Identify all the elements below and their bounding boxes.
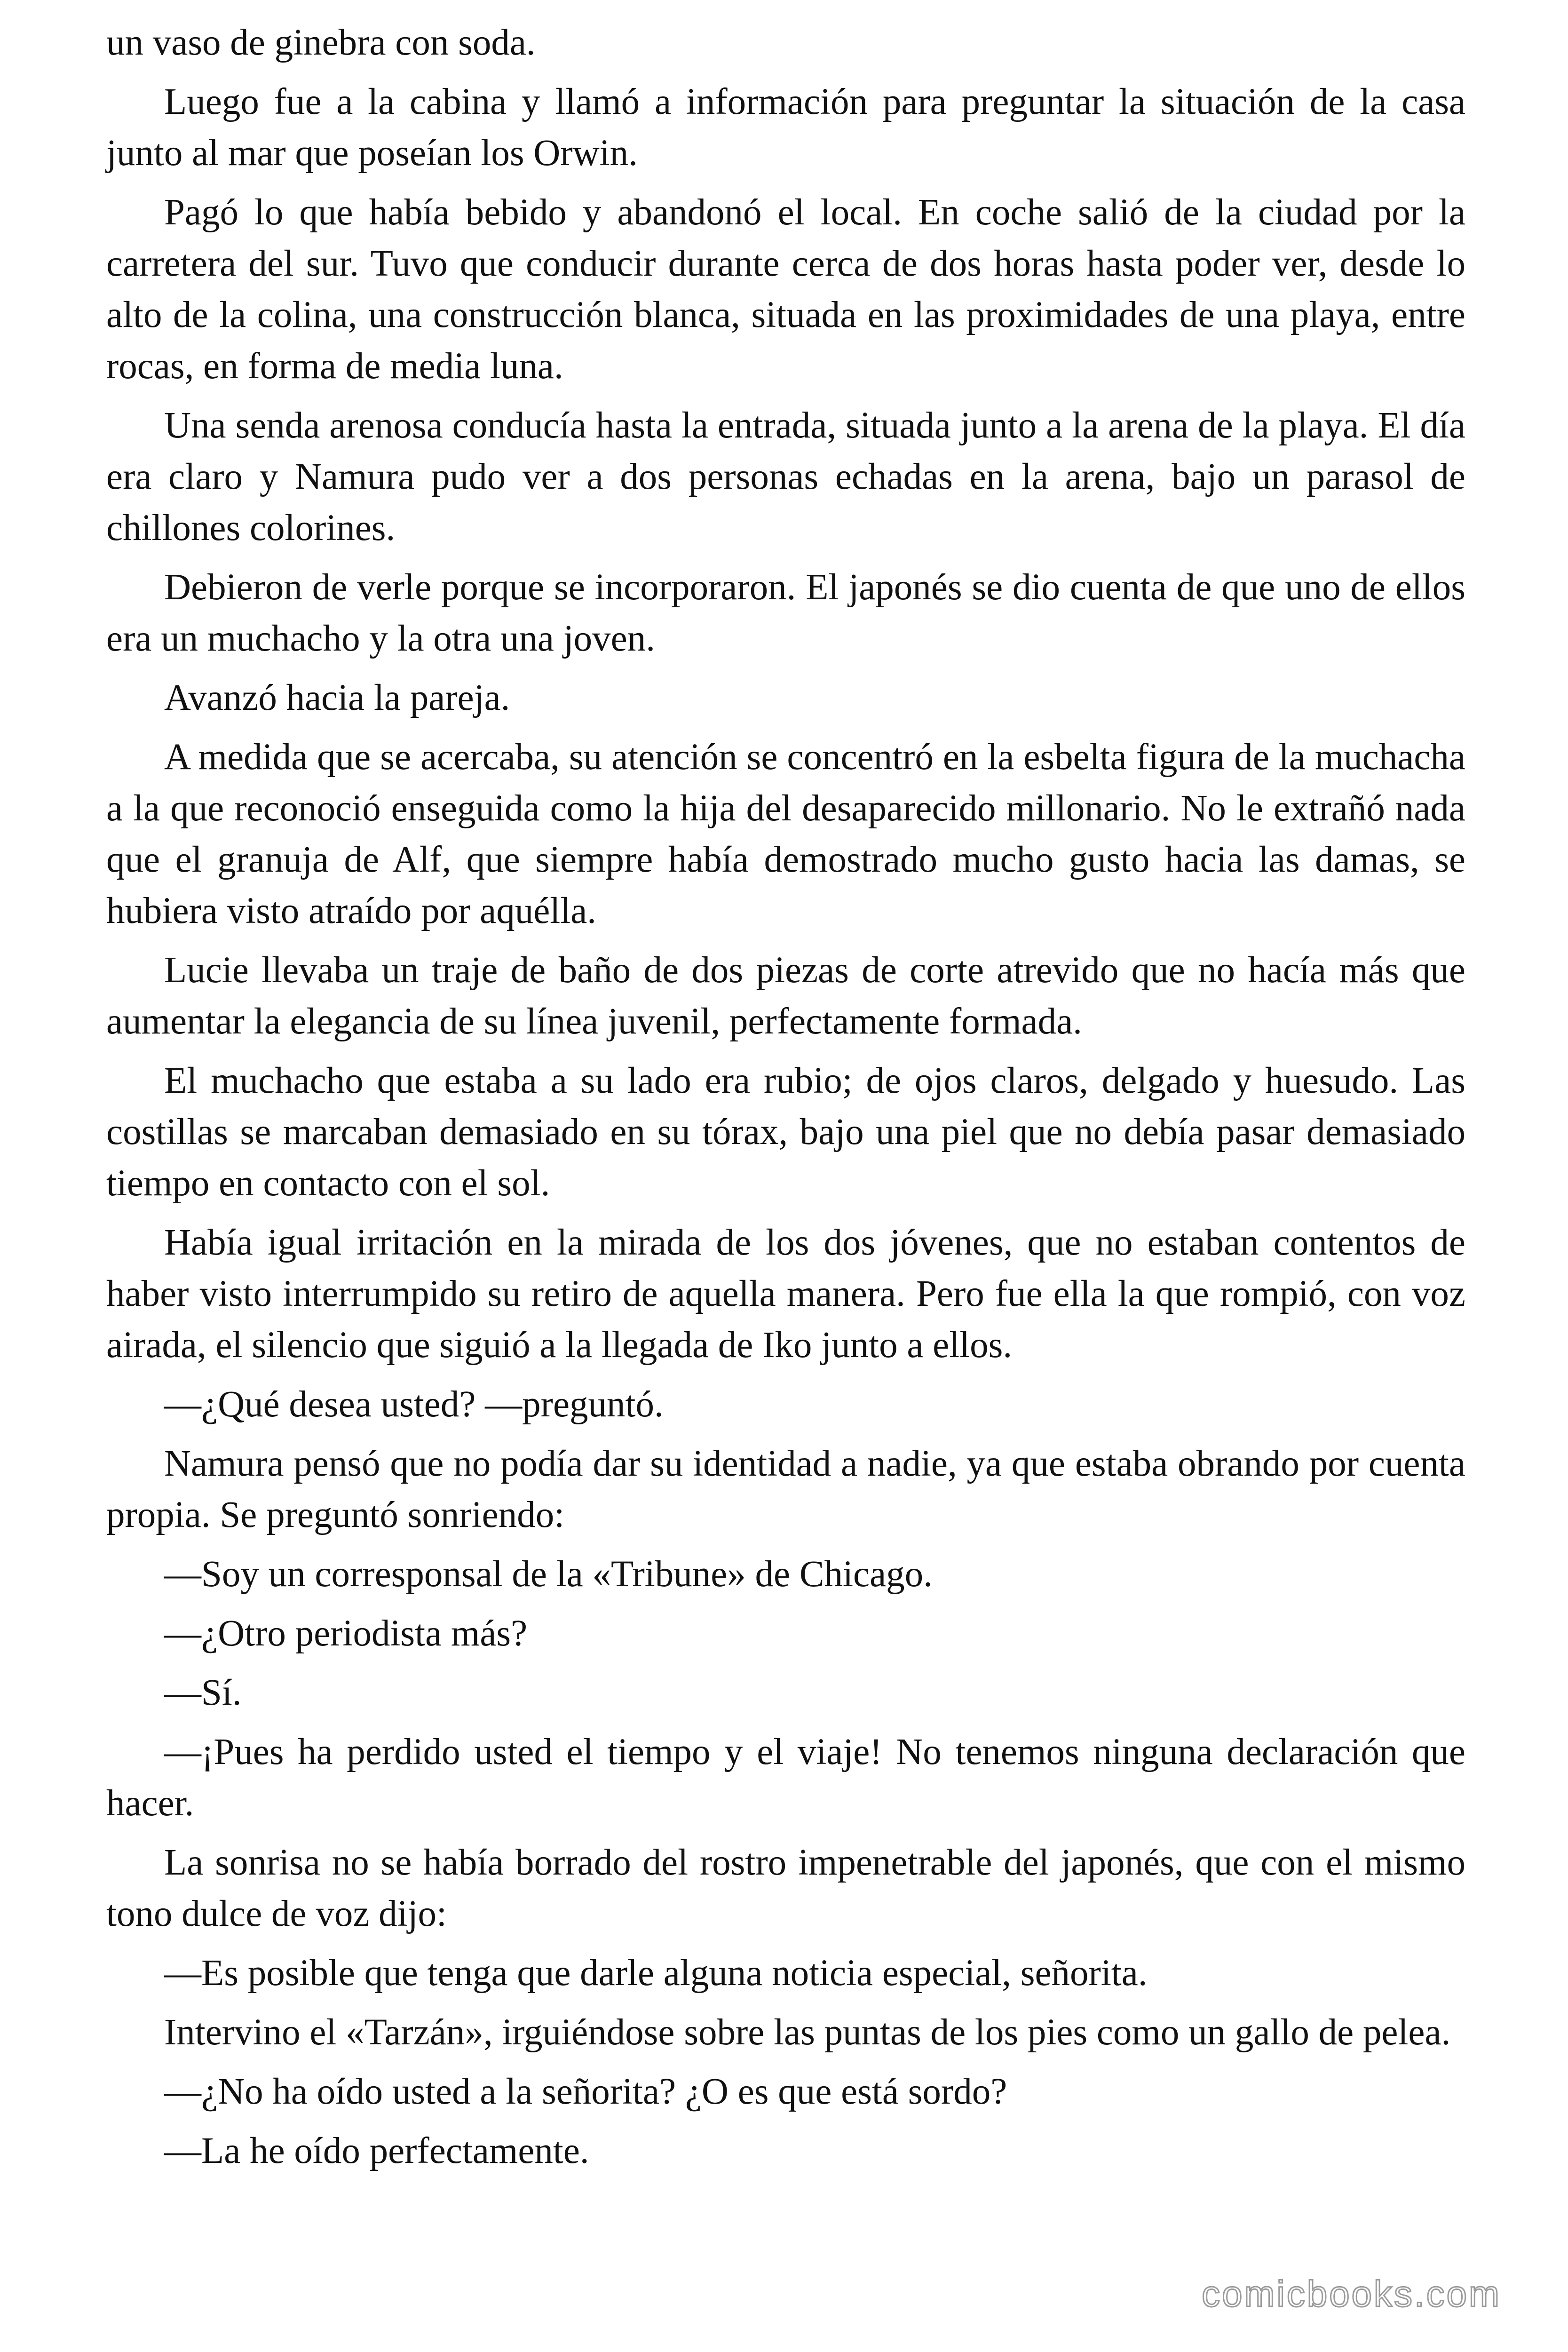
paragraph-6: Avanzó hacia la pareja. (164, 677, 510, 718)
page-body (106, 17, 1465, 2185)
paragraph-4: Una senda arenosa conducía hasta la entrada, situada junto a la arena de la playa. El día era claro y Namura pudo ver a dos personas echadas en la arena, bajo un parasol de chillones colorines. (106, 405, 1465, 548)
paragraph-17: La sonrisa no se había borrado del rostro impenetrable del japonés, que con el mismo tono dulce de voz dijo: (106, 1842, 1465, 1934)
paragraph-5: Debieron de verle porque se incorporaron. El japonés se dio cuenta de que uno de ellos era un muchacho y la otra una joven. (106, 567, 1465, 659)
watermark: comicbooks.com (1202, 2273, 1501, 2314)
paragraph-3: Pagó lo que había bebido y abandonó el local. En coche salió de la ciudad por la carretera del sur. Tuvo que conducir durante cerca de dos horas hasta poder ver, desde lo alto de la colina, una construcción blanca, situada en las proximidades de una playa, entre rocas, en forma de media luna. (106, 192, 1465, 387)
paragraph-10: Había igual irritación en la mirada de los dos jóvenes, que no estaban contentos de haber visto interrumpido su retiro de aquella manera. Pero fue ella la que rompió, con voz airada, el silencio que siguió a la llegada de Iko junto a ellos. (106, 1222, 1465, 1366)
paragraph-21: —La he oído perfectamente. (164, 2130, 589, 2171)
paragraph-12: Namura pensó que no podía dar su identidad a nadie, ya que estaba obrando por cuenta propia. Se preguntó sonriendo: (106, 1443, 1465, 1535)
paragraph-1: un vaso de ginebra con soda. (106, 22, 536, 63)
paragraph-7: A medida que se acercaba, su atención se concentró en la esbelta figura de la muchacha a la que reconoció enseguida como la hija del desaparecido millonario. No le extrañó nada que el granuja de Alf, que siempre había demostrado mucho gusto hacia las damas, se hubiera visto atraído por aquélla. (106, 737, 1465, 931)
paragraph-15: —Sí. (164, 1672, 242, 1713)
paragraph-19: Intervino el «Tarzán», irguiéndose sobre las puntas de los pies como un gallo de pelea. (164, 2012, 1451, 2053)
paragraph-9: El muchacho que estaba a su lado era rubio; de ojos claros, delgado y huesudo. Las costillas se marcaban demasiado en su tórax, bajo una piel que no debía pasar demasiado tiempo en contacto con el sol. (106, 1060, 1465, 1204)
paragraph-18: —Es posible que tenga que darle alguna noticia especial, señorita. (164, 1953, 1148, 1994)
paragraph-14: —¿Otro periodista más? (164, 1613, 528, 1654)
paragraph-11: —¿Qué desea usted? —preguntó. (164, 1384, 664, 1425)
paragraph-2: Luego fue a la cabina y llamó a información para preguntar la situación de la casa junto al mar que poseían los Orwin. (106, 81, 1465, 174)
paragraph-13: —Soy un corresponsal de la «Tribune» de Chicago. (164, 1554, 933, 1595)
paragraph-20: —¿No ha oído usted a la señorita? ¿O es que está sordo? (164, 2071, 1007, 2112)
paragraph-8: Lucie llevaba un traje de baño de dos piezas de corte atrevido que no hacía más que aumentar la elegancia de su línea juvenil, perfectamente formada. (106, 950, 1465, 1042)
paragraph-16: —¡Pues ha perdido usted el tiempo y el viaje! No tenemos ninguna declaración que hacer. (106, 1732, 1465, 1824)
